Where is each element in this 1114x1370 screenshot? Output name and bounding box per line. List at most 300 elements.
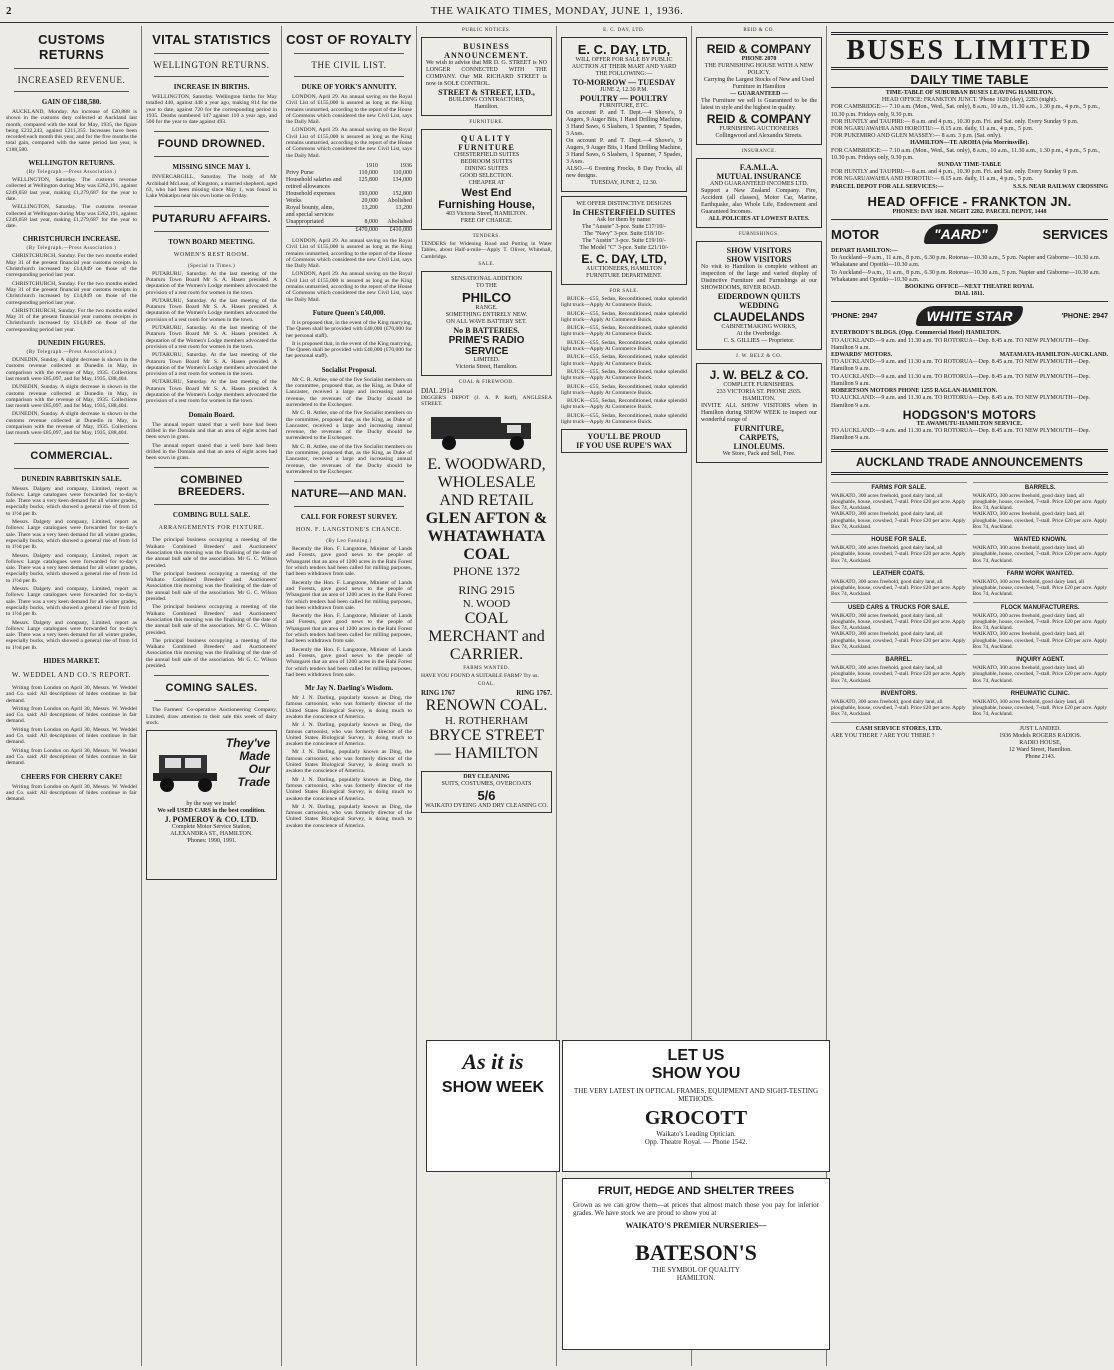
ad-line: DINING SUITES bbox=[464, 166, 509, 172]
classified-text: WAIKATO, 300 acres freehold, good dairy land, all ploughable, house, cowshed, 7-stall. Price £20 per acre. Apply Box 74, Auckland. bbox=[831, 665, 966, 684]
ad-line: LIMITED. bbox=[473, 356, 500, 363]
classified-head: INQUIRY AGENT. bbox=[973, 654, 1109, 663]
section-head: DUKE OF YORK'S ANNUITY. bbox=[301, 83, 397, 91]
headline-customs: CUSTOMS RETURNS bbox=[38, 32, 105, 62]
ad-line: HAMILTON. bbox=[742, 396, 776, 402]
table-cell: £410,000 bbox=[389, 226, 412, 233]
section-head: INCREASE IN BIRTHS. bbox=[173, 83, 250, 91]
classified-list bbox=[561, 296, 687, 425]
byline: (By Telegraph.—Press Association.) bbox=[26, 350, 117, 356]
ad-firm: E. C. DAY, LTD, bbox=[577, 42, 671, 57]
article-body bbox=[286, 546, 412, 678]
classified-label: J. W. BELZ & CO. bbox=[735, 354, 783, 359]
article-body bbox=[286, 94, 412, 159]
classified-text: BUICK—£55, Sedan, Reconditioned, make splendid light truck—Apply At Commerce Buick. bbox=[561, 354, 687, 367]
ad-buses-subtitle: DAILY TIME TABLE bbox=[831, 72, 1108, 88]
column-royalty bbox=[282, 26, 417, 1366]
ad-body: On account P. and T. Dept.—4 Shove's, 9 Augers, 9 Auger Bits, 1 Hand Drilling Machine, 3 Hand Saws, 6 Slashers, 1 Spanner, 7 Spades, 3 Axes. bbox=[566, 138, 682, 165]
ad-line: CHESTERFIELD SUITES bbox=[453, 152, 520, 158]
ad-firm: West End bbox=[461, 187, 512, 199]
ad-street bbox=[421, 37, 552, 116]
classified-text: WAIKATO, 300 acres freehold, good dairy land, all ploughable, house, cowshed, 7-stall. Price £20 per acre. Apply Box 74, Auckland. bbox=[972, 578, 1108, 598]
ad-claudelands bbox=[696, 241, 822, 350]
table-cell: Abolished bbox=[387, 218, 412, 225]
section-head: DUNEDIN RABBITSKIN SALE. bbox=[21, 474, 122, 483]
headline-coming-sales: COMING SALES. bbox=[165, 682, 258, 695]
timetable-line: TO AUCKLAND:—9 a.m. and 11.30 a.m. TO ROTORUA—Dep. 8.45 a.m. TO NEW PLYMOUTH—Dep. Hamilton 9 a.m. bbox=[831, 373, 1091, 387]
white-star-header bbox=[831, 306, 1108, 326]
ad-ec-day-suites bbox=[561, 196, 687, 285]
paragraph: LONDON, April 29. An annual saving on the Royal Civil List of £155,000 is assured as long as the King remains unmarried, according to the report of the House of Commons which considered the new Civil List, says the Daily Mail. bbox=[286, 127, 412, 159]
article-body bbox=[6, 177, 137, 229]
ad-phone: PHONE 2070 bbox=[741, 56, 777, 62]
classified-label: FURNISHINGS. bbox=[738, 232, 780, 237]
table-cell: 20,000 bbox=[361, 197, 378, 204]
ad-line: FURNITURE DEPARTMENT. bbox=[586, 273, 662, 279]
classified-head: WANTED KNOWN. bbox=[973, 534, 1109, 543]
paragraph: CHRISTCHURCH, Sunday. For the two months ended May 31 of the present financial year customs receipts in Christchurch increased by £14,849 on those of the corresponding period last year. bbox=[6, 253, 137, 279]
table-cell: Privy Purse bbox=[286, 169, 314, 176]
classified-text: TENDERS for Widening Road and Putting in Water Tables, about Half-a-mile—Apply T. Oliver, Whitehall, Cambridge. bbox=[421, 241, 552, 260]
ad-line: SHOW VISITORS bbox=[726, 246, 792, 255]
ad-line: In CHESTERFIELD SUITES bbox=[572, 208, 676, 217]
paragraph: PUTARURU, Saturday. At the last meeting of the Putaruru Town Board Mr S. A. Hasen presided. A deputation of the Women's Lodge members advocated the provision of a rest room for women in the town. bbox=[146, 325, 277, 350]
ad-line: At the Overbridge. bbox=[736, 331, 782, 337]
timetable-line: FOR PUKEMIRO AND GLEN MASSEY:— 8 a.m. 3 p.m. (Sat. only). bbox=[831, 133, 1002, 140]
table-cell: 8,000 bbox=[364, 218, 378, 225]
ad-line: Opp. Theatre Royal. — Phone 1542. bbox=[644, 1138, 748, 1146]
classified-text: WAIKATO, 300 acres freehold, good dairy land, all ploughable, house, cowshed, 7-stall. Price £20 per acre. Apply Box 74, Auckland. bbox=[831, 511, 966, 530]
paragraph: Mr C. R. Attlee, one of the five Socialist members on the committee, proposed that, as the King, as Duke of Lancaster, received a large and increasing annual revenue, the revenues of the Duchy should be surrendered to the Exchequer. bbox=[286, 410, 412, 442]
subhead: INCREASED REVENUE. bbox=[17, 75, 126, 85]
ad-line: The "Austin" 3-pce. Suite £19/10/- bbox=[582, 238, 666, 244]
paragraph: Mr J. N. Darling, popularly known as Ding, the famous cartoonist, who was formerly director of the United States Biological Survey, is doing much to awaken the conscience of America. bbox=[286, 695, 412, 720]
ad-line: COAL MERCHANT and CARRIER. bbox=[428, 610, 545, 664]
subhead: WELLINGTON RETURNS. bbox=[153, 60, 270, 70]
ad-line: Waikato's Leading Optician. bbox=[656, 1130, 736, 1138]
paragraph: PUTARURU, Saturday. At the last meeting of the Putaruru Town Board Mr S. A. Hasen presided. A deputation of the Women's Lodge members advocated the provision of a rest room for women in the town. bbox=[146, 270, 277, 296]
table-cell: Works bbox=[286, 197, 302, 204]
classified-label: INSURANCE. bbox=[741, 149, 777, 154]
ad-title: SHOW WEEK bbox=[441, 1079, 545, 1096]
ad-line: 12 Ward Street, Hamilton. bbox=[1008, 746, 1072, 753]
table-cell: 152,800 bbox=[392, 190, 412, 197]
timetable-head: HAMILTON—TE AROHA (via Morrinsville). bbox=[910, 140, 1029, 147]
ad-line: THE SYMBOL OF QUALITY bbox=[652, 1266, 740, 1274]
ad-line: CABINETMAKING WORKS, bbox=[721, 324, 797, 330]
ad-line: 403 Victoria Street, HAMILTON. bbox=[445, 211, 528, 217]
ad-line: ALEXANDRA ST., HAMILTON. bbox=[170, 831, 253, 838]
ad-line: WAIKATO'S PREMIER NURSERIES— bbox=[625, 1221, 767, 1230]
table-col-header: 1936 bbox=[400, 162, 412, 169]
ad-line: E. WOODWARD, WHOLESALE AND RETAIL bbox=[427, 456, 546, 510]
ad-line: COMPLETE FURNISHERS. bbox=[723, 382, 795, 388]
classified-label: FURNITURE. bbox=[469, 120, 504, 125]
column-customs bbox=[2, 26, 142, 1366]
paragraph: CHRISTCHURCH, Sunday. For the two months ended May 31 of the present financial year customs receipts in Christchurch increased by £14,849 on those of the corresponding period last year. bbox=[6, 307, 137, 333]
ad-title: SHOW YOU bbox=[651, 1065, 741, 1082]
ad-title: CASH SERVICE STORES, LTD. bbox=[855, 725, 942, 732]
table-cell: Household expenses bbox=[286, 190, 336, 197]
ad-line: Victoria Street, Hamilton. bbox=[455, 363, 518, 370]
ad-title: As it is bbox=[462, 1049, 524, 1074]
subhead: W. WEDDEL AND CO.'S REPORT. bbox=[11, 671, 132, 679]
ad-philco bbox=[421, 271, 552, 376]
timetable-head: TIME-TABLE OF SUBURBAN BUSES LEAVING HAMILTON. bbox=[885, 90, 1054, 96]
classified-text: BUICK—£55, Sedan, Reconditioned, make splendid light truck—Apply At Commerce Buick. bbox=[561, 296, 687, 309]
section-head: WELLINGTON RETURNS. bbox=[28, 159, 115, 168]
article-body bbox=[146, 271, 277, 405]
classified-text: WAIKATO, 300 acres freehold, good dairy land, all ploughable, house, cowshed, 7-stall. Price £20 per acre. Apply Box 74, Auckland. bbox=[972, 699, 1108, 718]
classified-text: BUICK—£55, Sedan, Reconditioned, make splendid light truck—Apply At Commerce Buick. bbox=[561, 325, 687, 338]
table-cell: Abolished bbox=[387, 197, 412, 204]
paragraph: Recently the Hon. F. Langstone, Minister of Lands and Forests, gave good news to the people of Whangarei that an area of 1200 acres in the Rahi Forest for which tenders had been called for milling purposes, had been withdrawn from sale. bbox=[286, 546, 412, 578]
table-total bbox=[286, 226, 412, 234]
table-cell: 193,000 bbox=[358, 190, 378, 197]
ad-line: 1936 Models ROGERS RADIOS. bbox=[999, 732, 1082, 739]
page-number: 2 bbox=[6, 5, 12, 17]
ad-line: QUALITY bbox=[460, 134, 513, 143]
ad-body: THE VERY LATEST IN OPTICAL FRAMES, EQUIPMENT AND SIGHT-TESTING METHODS. bbox=[573, 1087, 819, 1103]
classified-label: TENDERS. bbox=[472, 234, 501, 239]
article-body bbox=[6, 685, 137, 767]
classified-text: WAIKATO, 300 acres freehold, good dairy land, all ploughable, house, cowshed, 7-stall. Price £20 per acre. Apply Box 74, Auckland. bbox=[972, 545, 1108, 564]
article-body bbox=[286, 238, 412, 303]
paragraph: INVERCARGILL, Saturday. The body of Mr Archibald McLean, of Kingston, a married shepherd, aged 63, who had been missing since May 1, was found in Lake Wakatipu near his own home on Friday. bbox=[146, 174, 277, 200]
paragraph: Writing from London on April 30, Messrs. W. Weddel and Co. said: All descriptions of hides continue in fair demand. bbox=[6, 783, 137, 803]
paragraph: Messrs. Dalgety and company, Limited, report as follows: Large catalogues were forwarded for to-day's sale. There was a very keen demand for all winter grades, especially bucks, which showed a general rise of from 1d to 1½d per lb. bbox=[6, 552, 137, 584]
paragraph: Messrs. Dalgety and company, Limited, report as follows: Large catalogues were forwarded for to-day's sale. There was a very keen demand for all winter grades, especially bucks, which showed a general rise of from 1d to 1½d per lb. bbox=[6, 485, 137, 517]
ad-line: Hamilton. bbox=[474, 104, 499, 110]
timetable-head: MATAMATA-HAMILTON-AUCKLAND. bbox=[999, 352, 1108, 359]
classified-label: FOR SALE. bbox=[609, 289, 639, 294]
table-cell: Household salaries and retired allowances bbox=[286, 176, 342, 190]
ad-line: FURNISHING AUCTIONEERS bbox=[719, 126, 799, 132]
newspaper-title: THE WAIKATO TIMES, MONDAY, JUNE 1, 1936. bbox=[430, 5, 684, 17]
ad-line: SUITS, COSTUMES, OVERCOATS bbox=[441, 780, 532, 787]
section-head: Domain Board. bbox=[188, 410, 235, 419]
ad-ec-day bbox=[561, 37, 687, 192]
table-row bbox=[286, 219, 412, 226]
section-head: Future Queen's £40,000. bbox=[312, 308, 386, 317]
hodgson-title: HODGSON'S MOTORS bbox=[902, 407, 1037, 422]
ad-phone: Phone 2143. bbox=[1025, 753, 1056, 760]
ad-line: WE OFFER DISTINCTIVE DESIGNS bbox=[576, 201, 672, 207]
ad-line: FURNITURE, ETC. bbox=[599, 103, 649, 109]
article-body bbox=[6, 486, 137, 651]
paragraph: The principal business occupying a meeting of the Waikato Combined Breeders' and Auctioneers' Association this morning was the finalising of the date of the annual bull sale of the association. Mr G. C. Wilson presided. bbox=[146, 537, 277, 569]
ad-line: POULTRY — POULTRY bbox=[580, 94, 668, 103]
ad-tagline: Trade bbox=[237, 775, 270, 790]
ad-line: Ask for them by name: bbox=[596, 217, 652, 223]
paragraph: Recently the Hon. F. Langstone, Minister of Lands and Forests, gave good news to the people of Whangarei that an area of 1200 acres in the Rahi Forest for which tenders had been called for milling purposes, had been withdrawn from sale. bbox=[286, 579, 412, 611]
ad-line: LINOLEUMS. bbox=[733, 442, 785, 451]
classified-label: FARMS WANTED. bbox=[463, 666, 510, 672]
ad-firm: STREET & STREET, LTD., bbox=[438, 88, 535, 97]
ad-tagline: Our bbox=[248, 762, 270, 777]
headline-putaruru: PUTARURU AFFAIRS. bbox=[152, 212, 271, 225]
ad-line: SENSATIONAL ADDITION bbox=[451, 275, 522, 282]
classified-text: DIGGER'S DEPOT (J. A. P. Roff), ANGLESEA STREET. bbox=[421, 394, 552, 408]
timetable-line: To Auckland—9 a.m., 11 a.m., 8 p.m., 6.30 p.m. Rotorua—10.30 a.m., 5 p.m. Napier and Gisborne—10.30 a.m. Whakatane and Opotiki—10.30 a.m. bbox=[831, 269, 1101, 283]
table-cell: 134,000 bbox=[392, 176, 412, 183]
article-body bbox=[6, 253, 137, 333]
table-cell: 110,000 bbox=[392, 169, 412, 176]
ad-firm: N. WOOD bbox=[462, 598, 511, 611]
table-row bbox=[286, 198, 412, 205]
classified-label: COAL & FIREWOOD. bbox=[458, 379, 515, 385]
paragraph: It is proposed that, in the event of the King marrying, The Queen shall be provided with £40,000 (£70,000 for her personal staff). bbox=[286, 340, 412, 360]
ad-price: 5/6 bbox=[477, 787, 496, 803]
paragraph: LONDON, April 29. An annual saving on the Royal Civil List of £155,000 is assured as long as the King remains unmarried, according to the report of the House of Commons which considered the new Civil List, says the Daily Mail. bbox=[286, 271, 412, 303]
paragraph: AUCKLAND, Monday. An increase of £20,888 is shown in the customs duty collected at Auckland last month, compared with the total for May, 1935, the figure being £232,243, against £211,355. Increases have been recorded each month this year, and for the five months the total gain, compared with the same period last year, is £188,580. bbox=[6, 109, 137, 153]
classified-text: WAIKATO, 300 acres freehold, good dairy land, all ploughable, house, cowshed, 7-stall. Price £20 per acre. Apply Box 74, Auckland. bbox=[972, 511, 1108, 530]
classified-head: FARMS FOR SALE. bbox=[831, 482, 967, 491]
classified-label: REID & CO. bbox=[743, 28, 775, 33]
paragraph: Mr C. R. Attlee, one of the five Socialist members on the committee, proposed that, as the King, as Duke of Lancaster, received a large and increasing annual revenue, the revenues of the Duchy should be surrendered to the Exchequer. bbox=[286, 443, 412, 475]
masthead bbox=[0, 0, 1114, 23]
ad-firm: RADIO HOUSE, bbox=[1019, 739, 1062, 746]
ad-dry-cleaning bbox=[421, 771, 552, 813]
table-cell: 13,200 bbox=[361, 204, 378, 211]
paragraph: Mr J. N. Darling, popularly known as Ding, the famous cartoonist, who was formerly director of the United States Biological Survey, is doing much to awaken the conscience of America. bbox=[286, 722, 412, 748]
ad-line: RENOWN COAL. bbox=[425, 696, 548, 714]
ad-tagline: Made bbox=[239, 749, 270, 764]
paragraph: WELLINGTON, Saturday. Wellington births for May totalled 440, against 448 a year ago, making 814 for the year to date, against 720 for the corresponding period in 1935. Deaths numbered 147 against 110 a year ago, and 500 for the year to date against 493. bbox=[146, 94, 277, 126]
ad-body: Grown as we can grow them—at prices that almost match those you pay for inferior grades. We have stock we are proud to show you at bbox=[573, 1201, 819, 1217]
classified-head: USED CARS & TRUCKS FOR SALE. bbox=[831, 602, 967, 611]
ad-buses-title: BUSES LIMITED bbox=[831, 32, 1108, 70]
timetable-line: TO AUCKLAND:—9 a.m. and 11.30 a.m. TO ROTORUA—Dep. 8.45 a.m. TO NEW PLYMOUTH—Dep. Hamilton 9 a.m. bbox=[831, 359, 1091, 373]
table-cell: 125,800 bbox=[358, 176, 378, 183]
classified-text: WAIKATO, 300 acres freehold, good dairy land, all ploughable, house, cowshed, 7-stall. Price £20 per acre. Apply Box 74, Auckland. bbox=[831, 545, 966, 564]
ad-line: YOU'LL BE PROUD bbox=[587, 432, 661, 442]
paragraph: Writing from London on April 30, Messrs. W. Weddel and Co. said: All descriptions of hides continue in fair demand. bbox=[6, 705, 137, 725]
ad-body: INVITE ALL SHOW VISITORS when in Hamilton during SHOW WEEK to inspect our wonderful range of bbox=[701, 403, 817, 423]
classified-text: WAIKATO, 300 acres freehold, good dairy land, all ploughable, house, cowshed, 7-stall. Price £20 per acre. Apply Box 74, Auckland. bbox=[972, 612, 1108, 632]
ad-body: We wish to advise that MR D. G. STREET is NO LONGER CONNECTED WITH THE COMPANY. Our MR RICHARD STREET is now in SOLE CONTROL. bbox=[426, 60, 547, 87]
ad-line: TO THE bbox=[476, 282, 497, 289]
timetable-line: TO AUCKLAND:—9 a.m. and 11.30 a.m. TO ROTORUA—Dep. 8.45 a.m. TO NEW PLYMOUTH—Dep. Hamilton 9 a.m. bbox=[831, 428, 1091, 442]
classified-text: WAIKATO, 300 acres freehold, good dairy land, all ploughable, house, cowshed, 7-stall. Price £20 per acre. Apply Box 74, Auckland. bbox=[831, 699, 966, 718]
paragraph: Writing from London on April 30, Messrs. W. Weddel and Co. said: All descriptions of hides continue in fair demand. bbox=[6, 747, 137, 767]
ad-reid bbox=[696, 37, 822, 145]
phone-label: 'PHONE: 2947 bbox=[1061, 312, 1108, 320]
timetable-head: EVERYBODY'S BLDGS. (Opp. Commercial Hotel) HAMILTON. bbox=[831, 330, 1001, 337]
ad-line: HAMILTON. bbox=[676, 1274, 716, 1282]
paragraph: Recently the Hon. F. Langstone, Minister of Lands and Forests, gave good news to the people of Whangarei that an area of 1200 acres in the Rahi Forest for which tenders had been called for milling purposes, had been withdrawn from sale. bbox=[286, 646, 412, 678]
section-head: COMBING BULL SALE. bbox=[172, 511, 251, 520]
ad-firm: REID & COMPANY bbox=[706, 42, 812, 56]
ad-line: BEDROOM SUITES bbox=[460, 159, 513, 165]
table-row bbox=[286, 205, 412, 219]
truck-illustration bbox=[427, 409, 547, 454]
section-head: Mr Jay N. Darling's Wisdom. bbox=[305, 684, 393, 693]
section-head: CHEERS FOR CHERRY CAKE! bbox=[20, 772, 123, 781]
article-body bbox=[286, 320, 412, 360]
ad-body: ALSO.—6 Evening Frocks, 8 Day Frocks, all new designs. bbox=[566, 166, 682, 179]
ad-belz bbox=[696, 363, 822, 463]
paragraph: Mr J. N. Darling, popularly known as Ding, the famous cartoonist, who was formerly director of the United States Biological Survey, is doing much to awaken the conscience of America. bbox=[286, 776, 412, 802]
article-body bbox=[6, 357, 137, 437]
timetable-line: FOR CAMBRIDGE:— 7.10 a.m. (Mon., Wed., Sat. only), 8 a.m., 10 a.m., 11.30 a.m., 1.30 p.m., 4 p.m., 5 p.m., 10.30 p.m. Fridays only, 9.30 p.m. bbox=[831, 104, 1100, 118]
ad-brand: F.A.M.L.A. bbox=[739, 163, 779, 172]
byline: (By Telegraph.—Press Association.) bbox=[26, 246, 117, 252]
table-cell: Unappropriated bbox=[286, 218, 324, 225]
classified-text: WAIKATO, 300 acres freehold, good dairy land, all ploughable, house, cowshed, 7-stall. Price £20 per acre. Apply Box 74, Auckland. bbox=[831, 492, 966, 512]
paragraph: The annual report stated that a well bore had been drilled in the Domain and that an area of eight acres had been sown in grass. bbox=[146, 421, 277, 441]
ad-firm: E. C. DAY, LTD, bbox=[581, 252, 667, 266]
timetable-line: FOR CAMBRIDGE:— 7.10 a.m. (Mon., Wed., Sat. only), 8 a.m., 10 a.m., 11.30 a.m., 1.30 p.m., 4 p.m., 5 p.m., 10.30 p.m. Fridays only, 9.30 p.m. bbox=[831, 147, 1100, 161]
ad-line: GOOD SELECTION. bbox=[460, 173, 513, 179]
classified-grid bbox=[831, 478, 1108, 718]
paragraph: PUTARURU, Saturday. At the last meeting of the Putaruru Town Board Mr S. A. Hasen presided. A deputation of the Women's Lodge members advocated the provision of a rest room for women in the town. bbox=[146, 352, 277, 378]
classified-label: SALE. bbox=[478, 261, 495, 267]
head-office: HEAD OFFICE - FRANKTON JN. bbox=[867, 193, 1072, 209]
paragraph: The annual report stated that a well bore had been drilled in the Domain and that an area of eight acres had been sown in grass. bbox=[146, 442, 277, 462]
ad-line: CHEAPER AT bbox=[468, 180, 505, 186]
ad-title: LET US bbox=[667, 1047, 725, 1064]
classified-head: LEATHER COATS. bbox=[831, 568, 967, 577]
headline-commercial: COMMERCIAL. bbox=[30, 449, 113, 462]
ad-line: THE FURNISHING HOUSE WITH A NEW POLICY. bbox=[704, 63, 814, 76]
ad-line: C. S. GILLIES — Proprietor. bbox=[723, 338, 795, 344]
article-body bbox=[146, 537, 277, 669]
ad-line: The Model "C" 3-pce. Suite £21/10/- bbox=[579, 245, 669, 251]
classified-text: BUICK—£55, Sedan, Reconditioned, make splendid light truck—Apply At Commerce Buick. bbox=[561, 368, 687, 382]
ad-line: SHOW VISITORS bbox=[726, 255, 792, 264]
byline: (Special to Times.) bbox=[187, 263, 236, 269]
paragraph: LONDON, April 29. An annual saving on the Royal Civil List of £155,000 is assured as long as the King remains unmarried, according to the report of the House of Commons which considered the new Civil List, says the Daily Mail. bbox=[286, 94, 412, 126]
classified-head: BARRELS. bbox=[973, 482, 1109, 491]
ad-phone: PHONE 1372 bbox=[452, 564, 520, 579]
classified-text: WAIKATO, 300 acres freehold, good dairy land, all ploughable, house, cowshed, 7-stall. Price £20 per acre. Apply Box 74, Auckland. bbox=[972, 665, 1108, 684]
article-body bbox=[146, 94, 277, 125]
classified-text: WAIKATO, 300 acres freehold, good dairy land, all ploughable, house, cowshed, 7-stall. Price £20 per acre. Apply Box 74, Auckland. bbox=[972, 492, 1108, 512]
subhead: HON. F. LANGSTONE'S CHANCE. bbox=[295, 527, 403, 534]
ad-line: No B BATTERIES. bbox=[453, 325, 520, 335]
subhead: THE CIVIL LIST. bbox=[311, 60, 387, 70]
section-head: DUNEDIN FIGURES. bbox=[37, 339, 106, 348]
ad-firm: CLAUDELANDS bbox=[713, 310, 805, 324]
ad-title: BUSINESS ANNOUNCEMENT. bbox=[444, 42, 529, 60]
article-body bbox=[286, 695, 412, 829]
white-star-logo: WHITE STAR bbox=[916, 306, 1022, 326]
article-body bbox=[6, 109, 137, 153]
ad-firm: J. W. BELZ & CO. bbox=[709, 368, 809, 382]
section-head: CHRISTCHURCH INCREASE. bbox=[22, 235, 121, 244]
paragraph: Writing from London on April 30, Messrs. W. Weddel and Co. said: All descriptions of hides continue in fair demand. bbox=[6, 726, 137, 746]
ad-line: FREE OF CHARGE. bbox=[460, 218, 513, 224]
ad-body: No visit to Hamilton is complete without an inspection of the large and varied display of Distinctive Furniture and Furnishings at our SHOWROOMS, RIVER ROAD. bbox=[701, 264, 817, 291]
article-body bbox=[146, 707, 277, 726]
ad-line: We Store, Pack and Sell, Free. bbox=[722, 451, 796, 457]
classified-label: E. C. DAY, LTD. bbox=[603, 28, 645, 33]
paragraph: LONDON, April 29. An annual saving on the Royal Civil List of £155,000 is assured as long as the King remains unmarried, according to the report of the House of Commons which considered the new Civil List, says the Daily Mail. bbox=[286, 237, 412, 270]
paragraph: DUNEDIN, Sunday. A slight decrease is shown in the customs revenue collected at Dunedin in May, in comparison with the revenue of May, 1935. Collections last month were £85,097, and for May, 1935, £88,404. bbox=[6, 384, 137, 410]
head-office-phones: PHONES: DAY 1620. NIGHT 2282. PARCEL DEPOT, 1448 bbox=[892, 208, 1047, 215]
subhead: ARRANGEMENTS FOR FIXTURE. bbox=[158, 525, 265, 532]
ad-firm: J. POMEROY & CO. LTD. bbox=[164, 815, 259, 825]
timetable-head: EDWARDS' MOTORS. bbox=[831, 352, 893, 359]
ad-phone: RING 1767. bbox=[516, 688, 552, 697]
paragraph: DUNEDIN, Sunday. A slight decrease is shown in the customs revenue collected at Dunedin in May, in comparison with the revenue of May, 1935. Collections last month were £85,097, and for May, 1935, £88,404. bbox=[6, 357, 137, 382]
ad-body: The Furniture we sell is Guaranteed to be the latest in style and the highest in quality. bbox=[701, 98, 817, 111]
headline-drowned: FOUND DROWNED. bbox=[157, 138, 266, 151]
auckland-trade-header: AUCKLAND TRADE ANNOUNCEMENTS bbox=[831, 449, 1108, 475]
section-head: Socialist Proposal. bbox=[321, 365, 377, 374]
ad-line: Collingwood and Alexandra Streets. bbox=[715, 133, 803, 139]
ad-body: Support a New Zealand Company. Fire, Accident (all classes), Motor Car, Marine, Earthquake, also Whole Life, Endowment and Guaranteed Incomes. bbox=[701, 188, 817, 215]
ad-line: We sell USED CARS in the best condition. bbox=[157, 808, 266, 815]
article-body bbox=[146, 174, 277, 199]
paragraph: It is proposed that, in the event of the King marrying, The Queen shall be provided with £40,000 (£70,000 for her personal staff). bbox=[286, 319, 412, 339]
table-header bbox=[286, 163, 412, 170]
car-illustration bbox=[151, 743, 221, 798]
ad-phone: RING 1767 bbox=[421, 688, 456, 697]
classified-head: FARM WORK WANTED. bbox=[973, 568, 1109, 577]
headline-breeders: COMBINED BREEDERS. bbox=[178, 474, 245, 499]
table-col-header: 1910 bbox=[366, 162, 378, 169]
paragraph: Mr C. R. Attlee, one of the five Socialist members on the committee, proposed that, as the King, as Duke of Lancaster, received a large and increasing annual revenue, the revenues of the Duchy should be surrendered to the Exchequer. bbox=[286, 376, 412, 408]
section-head: MISSING SINCE MAY 1. bbox=[172, 163, 251, 172]
timetable-line: TO AUCKLAND:—9 a.m. and 11.30 a.m. TO ROTORUA—Dep. 8.45 a.m. TO NEW PLYMOUTH—Dep. Hamilton 9 a.m. bbox=[831, 395, 1091, 409]
paragraph: The principal business occupying a meeting of the Waikato Combined Breeders' and Auctioneers' Association this morning was the finalising of the date of the annual bull sale of the association. Mr G. C. Wilson presided. bbox=[146, 637, 277, 670]
aard-timetable bbox=[831, 248, 1108, 298]
ad-line: The "Navy" 3-pce. Suite £18/10/- bbox=[583, 231, 665, 237]
ad-line: Complete Motor Service Station, bbox=[171, 824, 252, 831]
paragraph: Messrs. Dalgety and company, Limited, report as follows: Large catalogues were forwarded for to-day's sale. There was a very keen demand for all winter grades, especially bucks, which showed a general rise of from 1d to 1½d per lb. bbox=[6, 586, 137, 618]
bottom-ads bbox=[422, 1040, 832, 1360]
timetable-line: FOR NGARUAWAHIA AND HOROTIU:— 8.15 a.m. daily, 11 a.m., 4 p.m., 5 p.m. bbox=[831, 126, 1034, 133]
timetable-head: DEPART HAMILTON:— bbox=[831, 248, 898, 255]
ad-line: FURNITURE bbox=[458, 143, 515, 152]
ad-line: RANGE. bbox=[475, 304, 498, 311]
aard-logo: "AARD" bbox=[924, 224, 998, 244]
classified-text: BUICK—£55, Sedan, Reconditioned, make splendid light truck—Apply At Commerce Buick. bbox=[561, 339, 687, 353]
section-head: CALL FOR FOREST SURVEY. bbox=[300, 513, 398, 522]
timetable-head: SUNDAY TIME-TABLE bbox=[937, 162, 1002, 169]
ad-pomeroy bbox=[146, 730, 277, 880]
ad-firm: Furnishing House, bbox=[438, 199, 535, 211]
table-row bbox=[286, 177, 412, 191]
classified-text: BUICK—£55, Sedan, Reconditioned, make splendid light truck—Apply At Commerce Buick. bbox=[561, 398, 687, 411]
classified-head: BARREL. bbox=[831, 654, 967, 663]
ad-title: JUST LANDED. bbox=[1019, 725, 1061, 732]
ad-firm: WAIKATO DYEING AND DRY CLEANING CO. bbox=[425, 802, 548, 809]
aard-motor: MOTOR bbox=[831, 226, 880, 242]
paragraph: The Farmers' Co-operative Auctioneering Company, Limited, draw attention to their sale this week of dairy stock. bbox=[146, 707, 277, 726]
article-body bbox=[146, 422, 277, 462]
table-cell: Royal bounty, alms, and special services bbox=[286, 204, 334, 218]
ad-title: DIAL 2914 bbox=[421, 386, 454, 395]
paragraph: Writing from London on April 30, Messrs. W. Weddel and Co. said: All descriptions of hides continue in fair demand. bbox=[6, 685, 137, 704]
ad-phone: 'Phones: 1990, 1991. bbox=[186, 838, 237, 845]
paragraph: Mr J. N. Darling, popularly known as Ding, the famous cartoonist, who was formerly director of the United States Biological Survey, is doing much to awaken the conscience of America. bbox=[286, 749, 412, 775]
civil-list-table bbox=[286, 163, 412, 234]
ad-line: EIDERDOWN QUILTS bbox=[717, 292, 801, 301]
ad-rupes-wax bbox=[561, 429, 687, 453]
headline-royalty: COST OF ROYALTY bbox=[286, 32, 412, 47]
section-head: TOWN BOARD MEETING. bbox=[168, 237, 255, 246]
aard-header bbox=[831, 224, 1108, 244]
ad-line: CARPETS, bbox=[739, 433, 779, 442]
white-star-timetable bbox=[831, 330, 1108, 442]
ad-line: WEDDING bbox=[738, 301, 779, 310]
ad-phone: RING 2915 bbox=[458, 583, 515, 598]
ad-line: MUTUAL INSURANCE bbox=[716, 172, 802, 181]
ad-firm: GROCOTT bbox=[644, 1107, 748, 1129]
